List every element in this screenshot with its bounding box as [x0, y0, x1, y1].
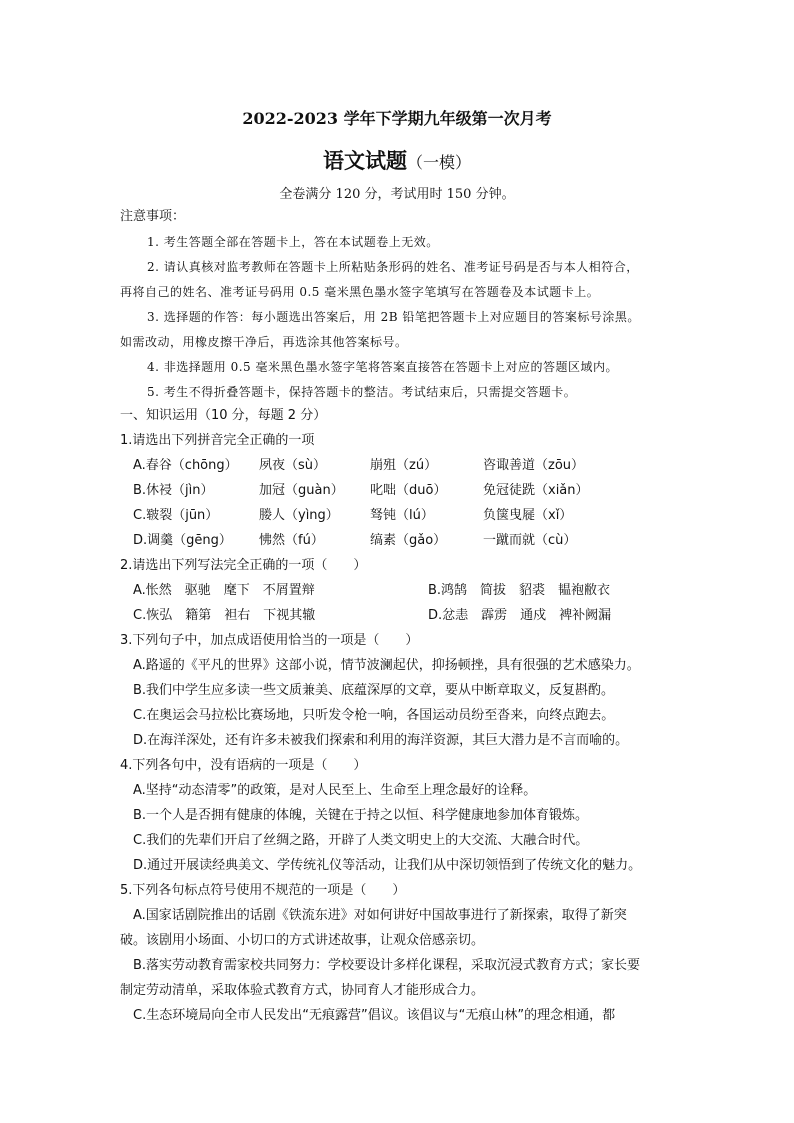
q5-line: B.落实劳动教育需家校共同努力：学校要设计多样化课程，采取沉浸式教育方式；家长要: [133, 958, 641, 973]
q1-cell: 免冠徒跣（xiǎn）: [483, 483, 589, 498]
notice-item: 如需改动，用橡皮擦干净后，再选涂其他答案标号。: [120, 335, 408, 349]
q4-option: D.通过开展读经典美文、学传统礼仪等活动，让我们从中深切领悟到了传统文化的魅力。: [133, 858, 642, 873]
q1-cell: 驽钝（lú）: [370, 508, 434, 523]
subject-title: [0, 145, 794, 175]
q5-line: 破。该剧用小场面、小切口的方式讲述故事，让观众倍感亲切。: [120, 933, 485, 948]
question-2-stem: 2.请选出下列写法完全正确的一项（ ）: [120, 558, 367, 573]
q3-option: B.我们中学生应多读一些文质兼美、底蕴深厚的文章，要从中断章取义，反复斟酌。: [133, 683, 615, 698]
q1-cell: A.春谷（chōng）: [133, 458, 238, 473]
notice-item: 再将自己的姓名、准考证号码用 0.5 毫米黑色墨水签字笔填写在答题卷及本试题卡上。: [120, 285, 600, 299]
notice-item: 2. 请认真核对监考教师在答题卡上所粘贴条形码的姓名、准考证号码是否与本人相符合，: [147, 260, 639, 274]
q4-option: C.我们的先辈们开启了丝绸之路，开辟了人类文明史上的大交流、大融合时代。: [133, 833, 589, 848]
notice-item: 1. 考生答题全部在答题卡上，答在本试题卷上无效。: [147, 235, 439, 249]
exam-info: 全卷满分 120 分，考试用时 150 分钟。: [279, 187, 515, 202]
q3-option: C.在奥运会马拉松比赛场地，只听发令枪一响，各国运动员纷至沓来，向终点跑去。: [133, 708, 615, 723]
q1-cell: D.调羹（gēng）: [133, 533, 232, 548]
q1-cell: 加冠（guàn）: [259, 483, 344, 498]
subject-main: 语文试题: [322, 148, 407, 173]
q5-line: 制定劳动清单，采取体验式教育方式，协同育人才能形成合力。: [120, 983, 485, 998]
q2-option: B.鸿鹄 简拔 貂裘 韫袍敝衣: [428, 583, 611, 598]
q5-line: A.国家话剧院推出的话剧《铁流东进》对如何讲好中国故事进行了新探索，取得了新突: [133, 908, 627, 923]
q2-option: D.忿恚 霹雳 通戍 裨补阙漏: [428, 608, 612, 623]
q1-cell: 夙夜（sù）: [259, 458, 327, 473]
q1-cell: 负箧曳屣（xǐ）: [483, 508, 573, 523]
notice-item: 4. 非选择题用 0.5 毫米黑色墨水签字笔将答案直接答在答题卡上对应的答题区域内。: [147, 360, 618, 374]
q2-option: C.恢弘 籍第 袒右 下视其辙: [133, 608, 316, 623]
question-4-stem: 4.下列各句中，没有语病的一项是（ ）: [120, 758, 367, 773]
section-heading: 一、知识运用（10 分，每题 2 分）: [120, 408, 327, 423]
question-1-stem: 1.请选出下列拼音完全正确的一项: [120, 433, 315, 448]
q1-cell: C.皲裂（jūn）: [133, 508, 219, 523]
q1-cell: B.休祲（jìn）: [133, 483, 214, 498]
q1-cell: 媵人（yìng）: [259, 508, 339, 523]
question-3-stem: 3.下列句子中，加点成语使用恰当的一项是（ ）: [120, 633, 419, 648]
q1-cell: 缟素（gǎo）: [370, 533, 447, 548]
q3-option: D.在海洋深处，还有许多未被我们探索和利用的海洋资源，其巨大潜力是不言而喻的。: [133, 733, 629, 748]
question-5-stem: 5.下列各句标点符号使用不规范的一项是（ ）: [120, 883, 406, 898]
q1-cell: 咨诹善道（zōu）: [483, 458, 585, 473]
q4-option: A.坚持“动态清零”的政策，是对人民至上、生命至上理念最好的诠释。: [133, 783, 537, 798]
q1-cell: 怫然（fú）: [259, 533, 324, 548]
q3-option: A.路遥的《平凡的世界》这部小说，情节波澜起伏，抑扬顿挫，具有很强的艺术感染力。: [133, 658, 640, 673]
q5-line: C.生态环境局向全市人民发出“无痕露营”倡议。该倡议与“无痕山林”的理念相通，都: [133, 1008, 616, 1023]
notice-item: 5. 考生不得折叠答题卡，保持答题卡的整洁。考试结束后，只需提交答题卡。: [147, 385, 577, 399]
q4-option: B.一个人是否拥有健康的体魄，关键在于持之以恒、科学健康地参加体育锻炼。: [133, 808, 589, 823]
q1-cell: 叱咄（duō）: [370, 483, 447, 498]
q1-cell: 崩殂（zú）: [370, 458, 438, 473]
exam-title: 2022-2023 学年下学期九年级第一次月考: [242, 109, 552, 128]
notice-label: 注意事项：: [120, 209, 186, 224]
notice-item: 3. 选择题的作答：每小题选出答案后，用 2B 铅笔把答题卡上对应题目的答案标号涂黑。: [147, 310, 640, 324]
q1-cell: 一蹴而就（cù）: [483, 533, 577, 548]
q2-option: A.怅然 驱驰 麾下 不屑置辩: [133, 583, 315, 598]
subject-sub: （一模）: [406, 153, 471, 172]
